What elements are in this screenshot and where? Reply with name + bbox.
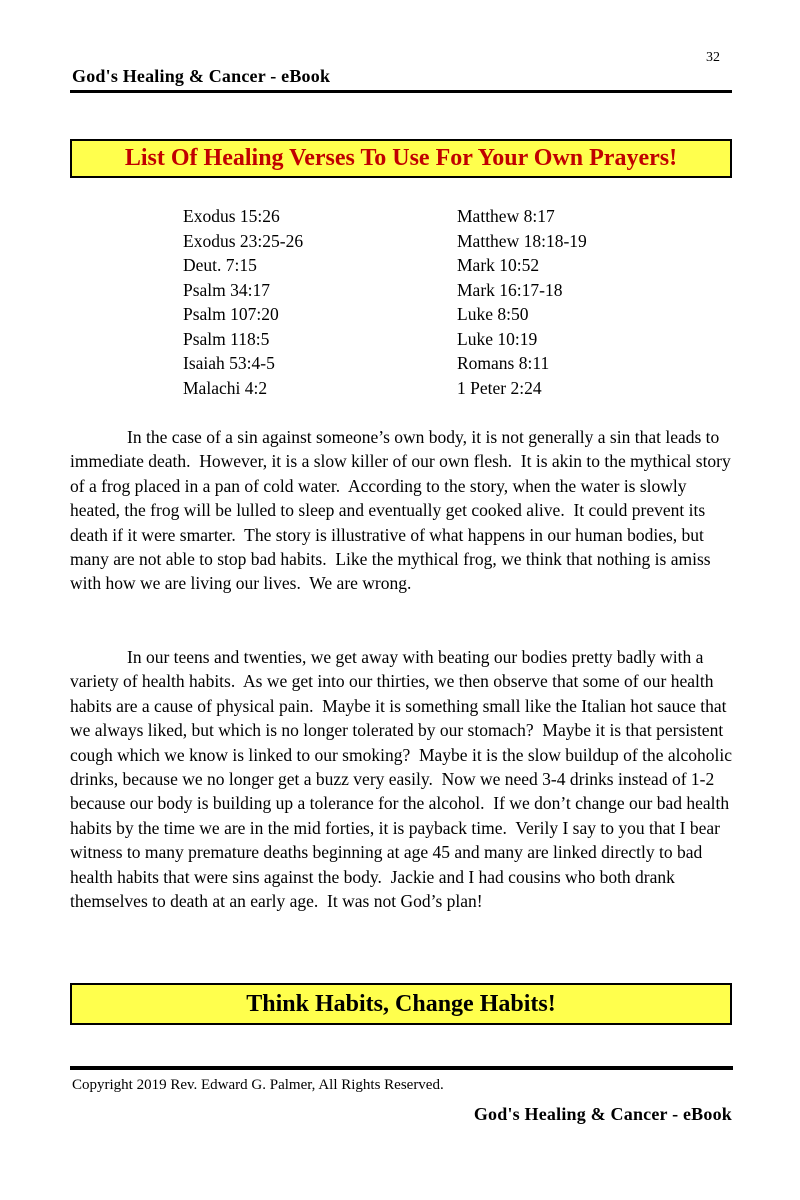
verse-reference: Exodus 23:25-26 xyxy=(183,230,304,251)
copyright-notice: Copyright 2019 Rev. Edward G. Palmer, All Rights Reserved. xyxy=(72,1077,444,1093)
verse-reference: Romans 8:11 xyxy=(457,353,550,373)
think-habits-banner: Think Habits, Change Habits! xyxy=(70,983,732,1025)
paragraph-sin-against-body: In the case of a sin against someone’s own body, it is not generally a sin that leads to immediate death. However, it is a slow killer of our own flesh. It is akin to the mythical story of a frog placed in a pan of cold water. According to the story, when the water is slowly heated, the frog will be lulled to sleep and eventually get cooked alive. It could prevent its death if it were smarter. The story is illustrative of what happens in our human bodies, but many are not able to stop bad habits. Like the mythical frog, we think that nothing is amiss with how we are living our lives. We are wrong. xyxy=(70,427,731,594)
verse-reference: Exodus 15:26 xyxy=(183,206,280,226)
paragraph-health-habits: In our teens and twenties, we get away with beating our bodies pretty badly with a variety of health habits. As we get into our thirties, we then observe that some of our health habits are a cause of physical pain. Maybe it is something small like the Italian hot sauce that we always liked, but which is no longer tolerated by our stomach? Maybe it is that persistent cough which we know is linked to our smoking? Maybe it is the slow buildup of the alcoholic drinks, because we no longer get a buzz very easily. Now we need 3-4 drinks instead of 1-2 because our body is building up a tolerance for the alcohol. If we don’t change our bad health habits by the time we are in the mid forties, it is payback time. Verily I say to you that I bear witness to many premature deaths beginning at age 45 and many are linked directly to bad health habits that were sins against the body. Jackie and I had cousins who both drank themselves to death at an early age. It was not God’s plan! xyxy=(70,647,732,912)
verse-list xyxy=(183,204,653,400)
verse-reference: Malachi 4:2 xyxy=(183,377,268,398)
healing-verses-banner: List Of Healing Verses To Use For Your Own Prayers! xyxy=(70,139,732,178)
verse-reference: Matthew 18:18-19 xyxy=(457,230,587,251)
footer-title: God's Healing & Cancer - eBook xyxy=(473,1104,732,1124)
verse-reference: Luke 10:19 xyxy=(457,328,538,349)
verse-reference: Psalm 107:20 xyxy=(183,304,279,324)
verse-reference: Mark 16:17-18 xyxy=(457,279,563,300)
header-rule xyxy=(70,90,732,93)
verse-reference: Matthew 8:17 xyxy=(457,206,555,226)
verse-reference: Luke 8:50 xyxy=(457,304,529,324)
verse-reference: Psalm 118:5 xyxy=(183,328,270,349)
verse-list-right-column xyxy=(457,204,587,400)
verse-reference: Mark 10:52 xyxy=(457,255,540,275)
header-title: God's Healing & Cancer - eBook xyxy=(72,66,331,86)
verse-reference: 1 Peter 2:24 xyxy=(457,377,542,398)
page-number: 32 xyxy=(706,50,720,65)
verse-list-left-column xyxy=(183,204,457,400)
verse-reference: Isaiah 53:4-5 xyxy=(183,353,275,373)
verse-reference: Deut. 7:15 xyxy=(183,255,257,275)
footer-rule xyxy=(70,1066,733,1070)
verse-reference: Psalm 34:17 xyxy=(183,279,271,300)
